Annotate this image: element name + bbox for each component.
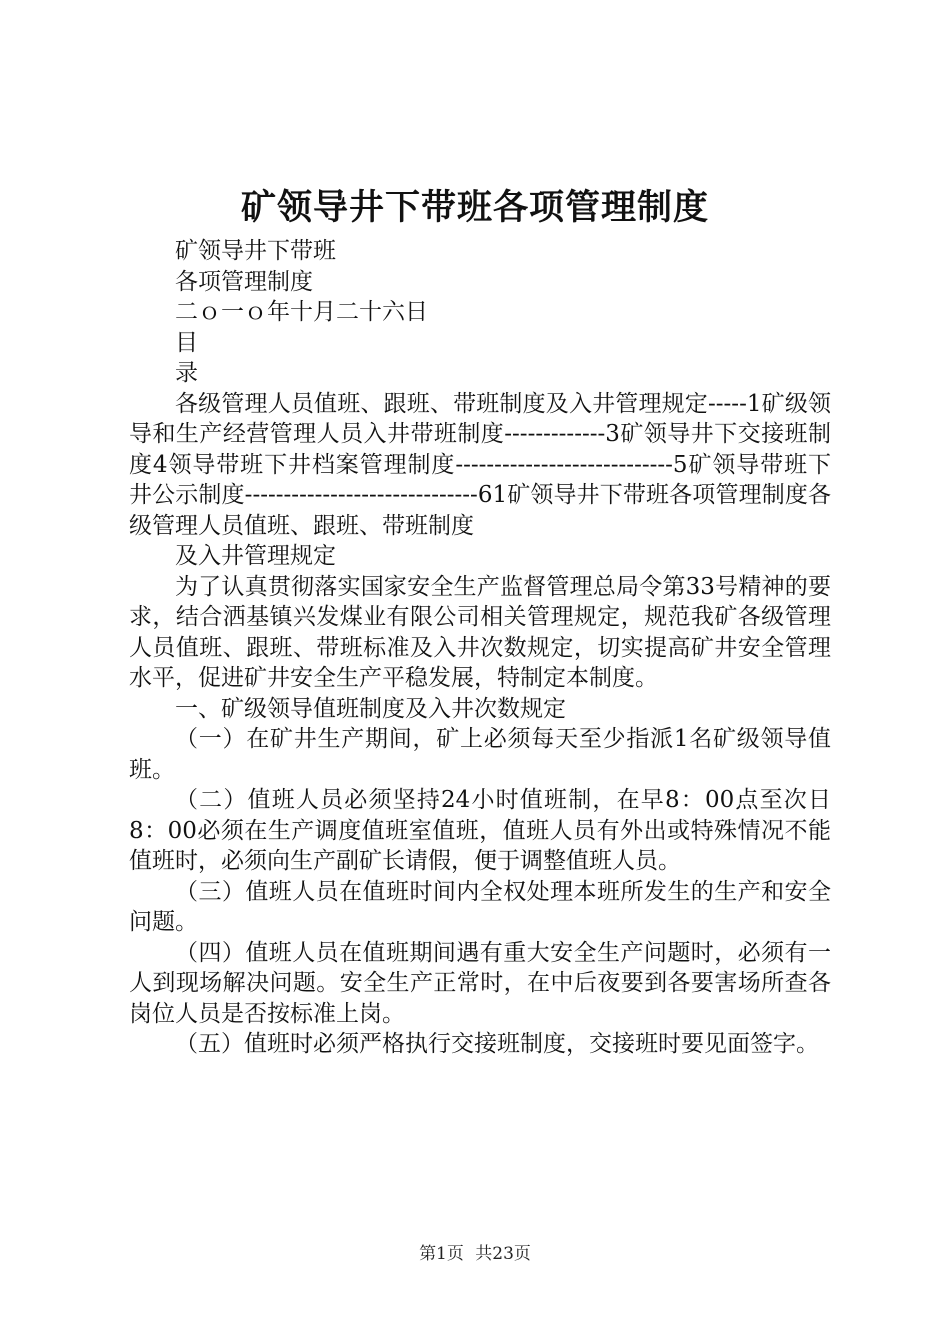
rule-item-2: （二）值班人员必须坚持24小时值班制，在早8：00点至次日8：00必须在生产调度值班室值班，值班人员有外出或特殊情况不能值班时，必须向生产副矿长请假，便于调整值班人员。: [129, 787, 831, 874]
cover-line-1: 矿领导井下带班: [175, 238, 336, 264]
document-title: 矿领导井下带班各项管理制度: [240, 188, 709, 228]
toc-entries: 各级管理人员值班、跟班、带班制度及入井管理规定-----1矿级领导和生产经营管理人员入井带班制度-------------3矿领导井下交接班制度4领导带班下井档案管理制度----------------------------5矿领导带班下井公示制度------------------------------61矿领导井下带班各项管理制度各级管理人员值班、跟班、带班制度: [129, 390, 831, 539]
cover-date: 二ｏ一ｏ年十月二十六日: [175, 299, 428, 325]
rule-item-1: （一）在矿井生产期间，矿上必须每天至少指派1名矿级领导值班。: [129, 726, 831, 783]
rule-item-3: （三）值班人员在值班时间内全权处理本班所发生的生产和安全问题。: [129, 878, 831, 935]
page-total: 共23页: [475, 1244, 531, 1264]
subsection-heading: 一、矿级领导值班制度及入井次数规定: [175, 695, 566, 722]
rule-item-5: （五）值班时必须严格执行交接班制度，交接班时要见面签字。: [175, 1031, 819, 1057]
page-footer: [0, 1242, 950, 1266]
toc-heading-2: 录: [175, 360, 198, 386]
intro-paragraph: 为了认真贯彻落实国家安全生产监督管理总局令第33号精神的要求，结合洒基镇兴发煤业有限公司相关管理规定，规范我矿各级管理人员值班、跟班、带班标准及入井次数规定，切实提高矿井安全管理水平，促进矿井安全生产平稳发展，特制定本制度。: [129, 573, 831, 691]
page-number: 第1页: [419, 1244, 464, 1264]
document-body: [129, 236, 831, 1060]
toc-heading-1: 目: [175, 329, 198, 356]
rule-item-4: （四）值班人员在值班期间遇有重大安全生产问题时，必须有一人到现场解决问题。安全生产正常时，在中后夜要到各要害场所查各岗位人员是否按标准上岗。: [129, 939, 831, 1027]
section-heading: 及入井管理规定: [175, 543, 336, 569]
cover-line-2: 各项管理制度: [175, 268, 313, 295]
